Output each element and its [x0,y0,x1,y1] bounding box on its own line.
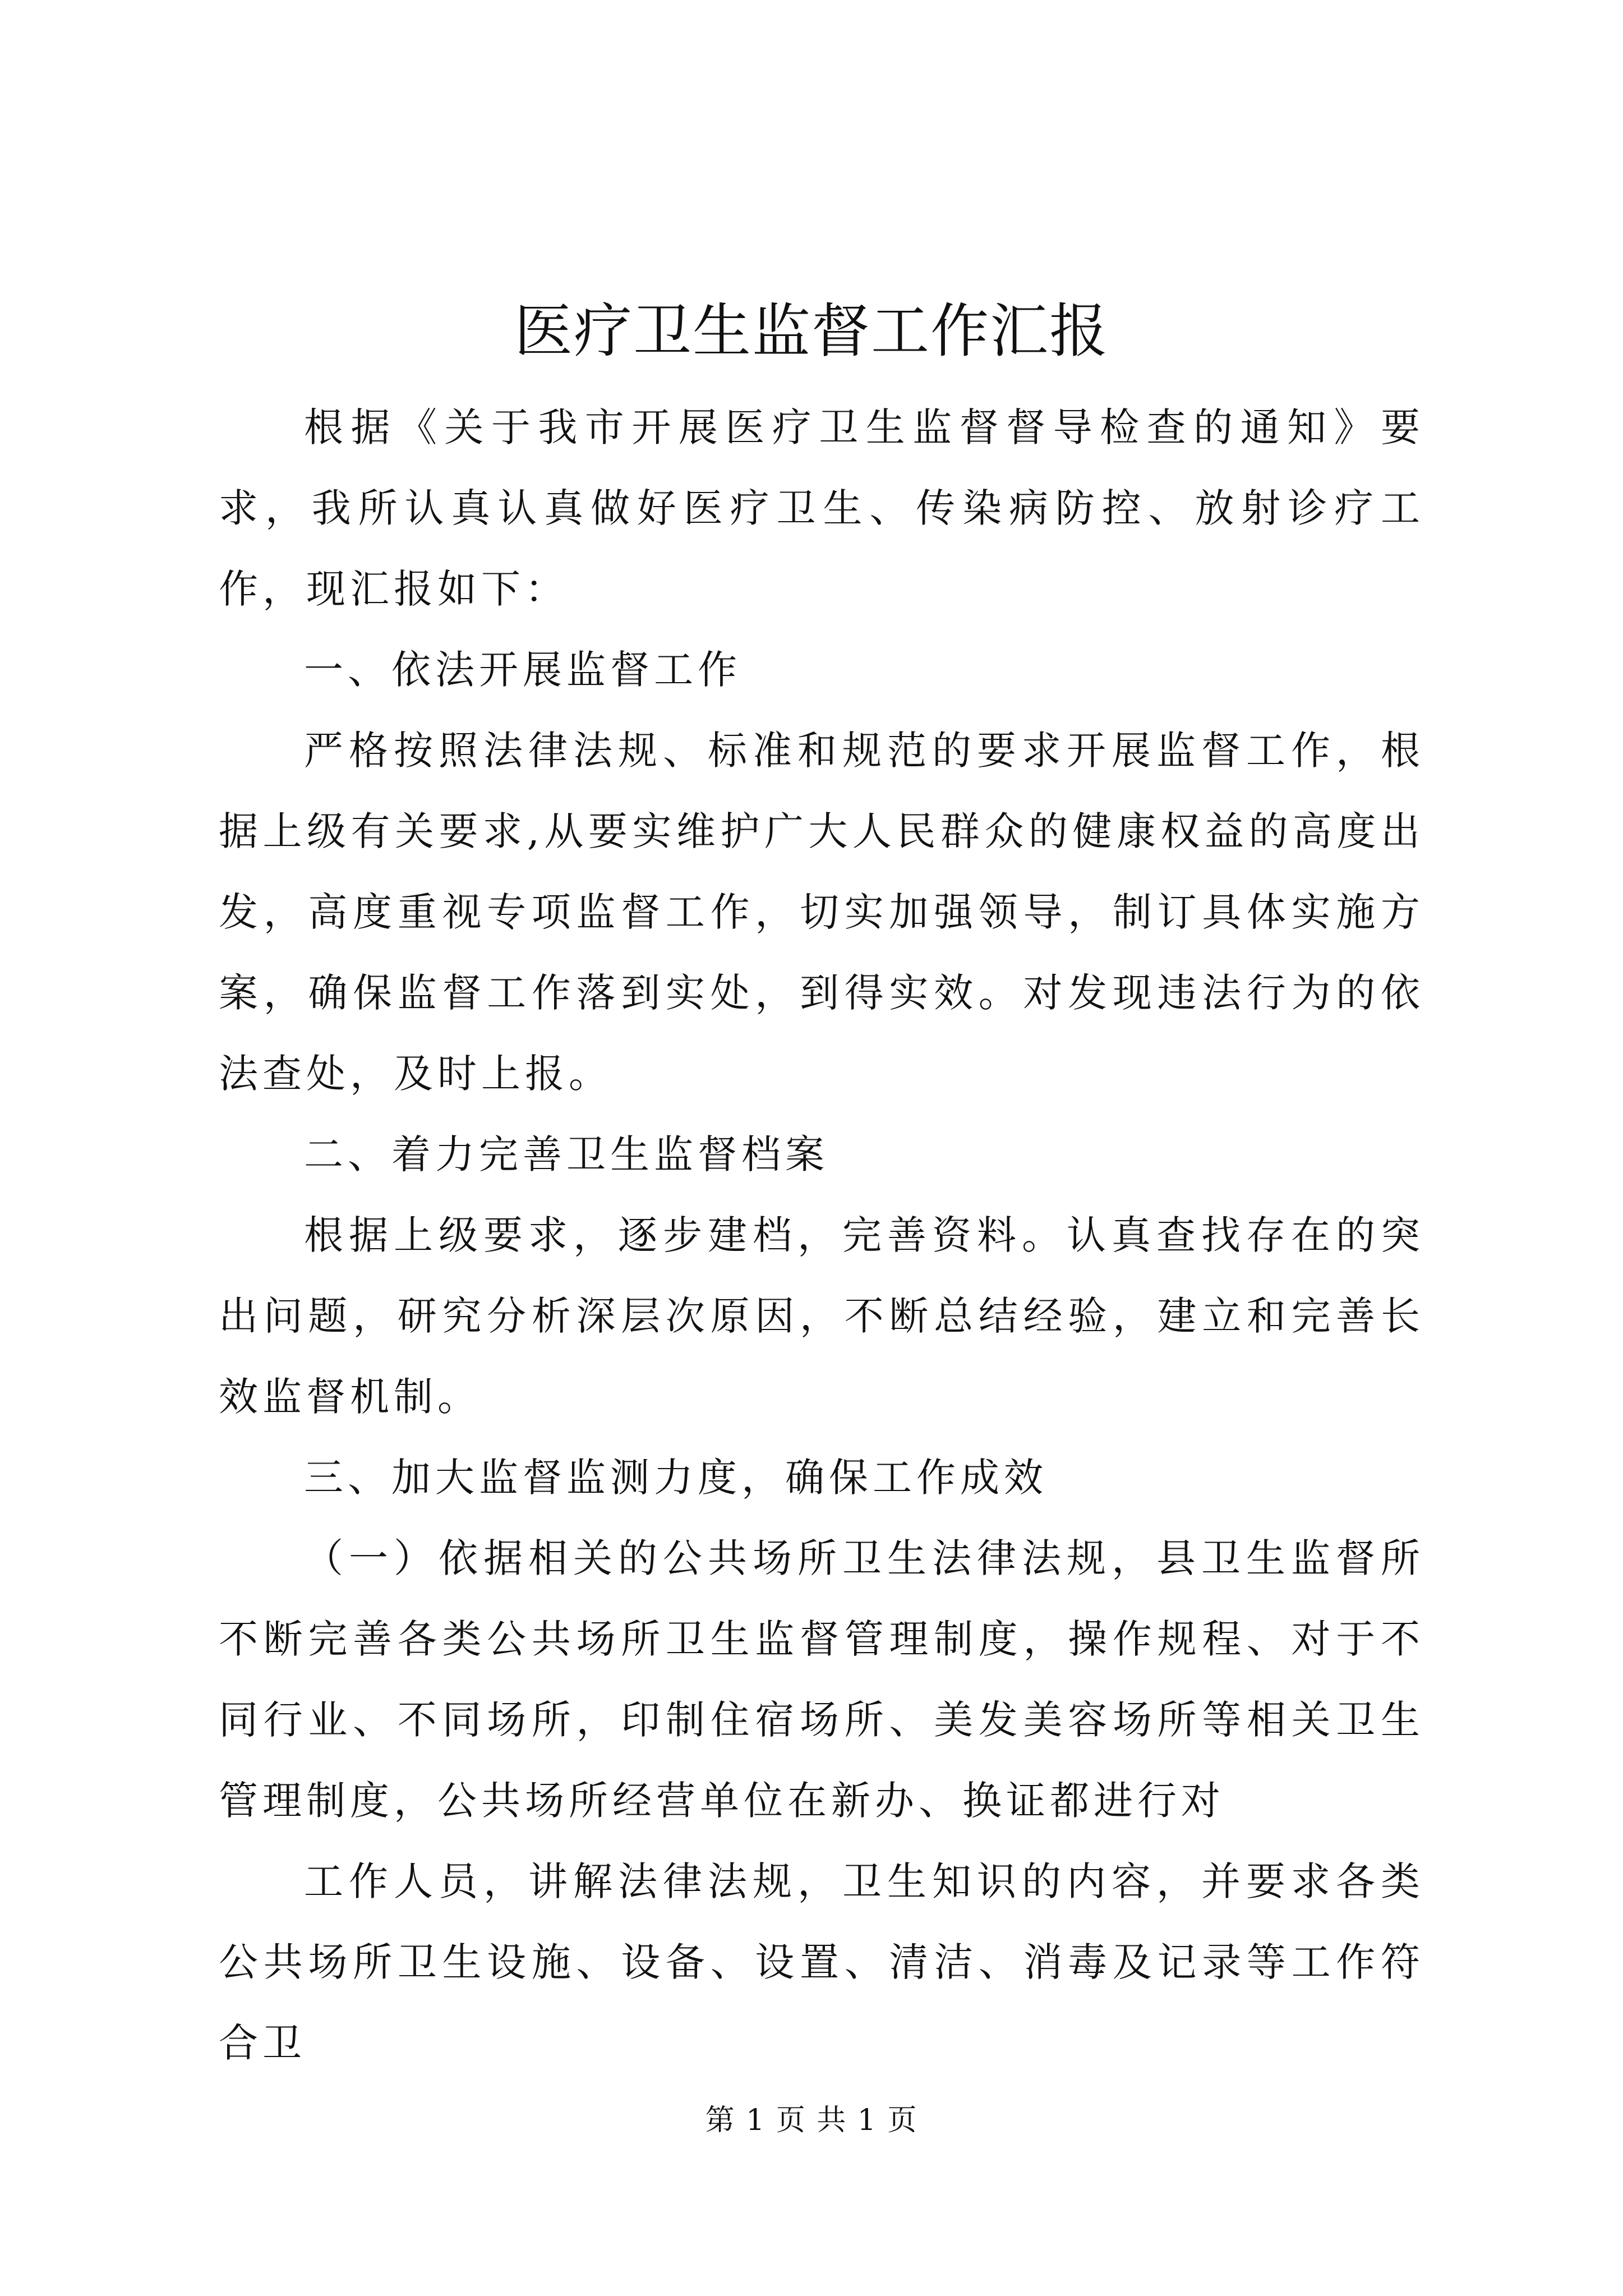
document-title: 医疗卫生监督工作汇报 [514,297,1109,365]
section-heading-2: 二、着力完善卫生监督档案 [304,1131,829,1177]
section-heading-1: 一、依法开展监督工作 [304,647,741,693]
document-body [219,387,1424,2083]
paragraph-intro: 根据《关于我市开展医疗卫生监督督导检查的通知》要求，我所认真认真做好医疗卫生、传染病防控、放射诊疗工作，现汇报如下： [219,404,1424,612]
page-footer: 第 1 页 共 1 页 [705,2104,918,2137]
paragraph-section-1: 严格按照法律法规、标准和规范的要求开展监督工作，根据上级有关要求,从要实维护广大人民群众的健康权益的高度出发，高度重视专项监督工作，切实加强领导，制订具体实施方案，确保监督工作落到实处，到得实效。对发现违法行为的依法查处，及时上报。 [219,728,1424,1097]
section-heading-3: 三、加大监督监测力度，确保工作成效 [304,1455,1048,1501]
paragraph-section-3-item-1: （一）依据相关的公共场所卫生法律法规，县卫生监督所不断完善各类公共场所卫生监督管理制度，操作规程、对于不同行业、不同场所，印制住宿场所、美发美容场所等相关卫生管理制度，公共场所经营单位在新办、换证都进行对 [219,1535,1424,1824]
paragraph-section-2: 根据上级要求，逐步建档，完善资料。认真查找存在的突出问题，研究分析深层次原因，不断总结经验，建立和完善长效监督机制。 [219,1212,1424,1420]
paragraph-section-3-continued: 工作人员，讲解法律法规，卫生知识的内容，并要求各类公共场所卫生设施、设备、设置、清洁、消毒及记录等工作符合卫 [219,1858,1424,2066]
